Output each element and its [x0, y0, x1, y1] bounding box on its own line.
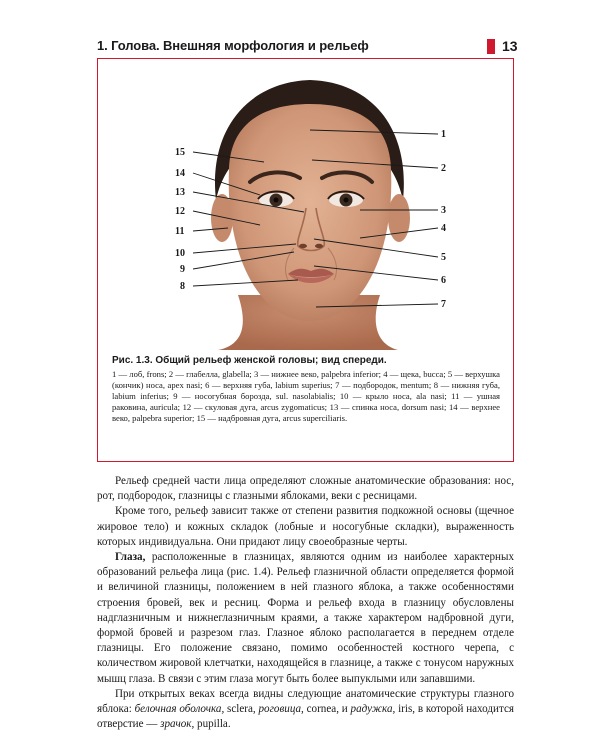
page-number: 13 — [502, 38, 518, 54]
figure-caption — [112, 355, 500, 424]
label-5: 5 — [441, 252, 446, 263]
term-cornea: роговица, — [258, 703, 304, 716]
face-figure — [98, 60, 513, 350]
label-9: 9 — [180, 264, 185, 275]
paragraph-4-part-b: sclera, — [224, 703, 259, 716]
label-7: 7 — [441, 299, 446, 310]
paragraph-4-part-c: cornea, и — [303, 703, 351, 716]
label-6: 6 — [441, 275, 446, 286]
caption-legend: 1 — лоб, frons; 2 — глабелла, glabella; 3 — нижнее веко, palpebra inferior; 4 — щека, bucca; 5 — верхушка (кончик) носа, apex nasi; 6 — верхняя губа, labium superius; 7 — подбородок, mentum; 8 — нижняя губа, labium inferius; 9 — носогубная борозда, sul. nasolabialis; 10 — крыло носа, ala nasi; 11 — ушная раковина, auricula; 12 — скуловая дуга, arcus zygomaticus; 13 — спинка носа, dorsum nasi; 14 — верхнее веко, palpebra superior; 15 — надбровная дуга, arcus superciliaris. — [112, 369, 500, 423]
paragraph-3-lead: Глаза, — [115, 551, 146, 564]
label-13: 13 — [175, 187, 185, 198]
label-12: 12 — [175, 206, 185, 217]
label-3: 3 — [441, 205, 446, 216]
caption-title: Рис. 1.3. Общий рельеф женской головы; вид спереди. — [112, 355, 387, 366]
paragraph-3 — [97, 550, 514, 687]
term-sclera: белочная оболочка, — [134, 703, 225, 716]
paragraph-1: Рельеф средней части лица определяют сложные анатомические образования: нос, рот, подбородок, глазницы с глазными яблоками, веки с ресницами. — [97, 475, 514, 503]
term-iris: радужка, — [350, 703, 396, 716]
paragraph-2: Кроме того, рельеф зависит также от степени развития подкожной основы (щечное жировое тело) и кожных складок (лобные и носогубные складки), выраженность которых индивидуальна. Они придают лицу своеобразные черты. — [97, 505, 514, 548]
label-1: 1 — [441, 129, 446, 140]
face — [229, 104, 392, 321]
paragraph-4-part-a: При открытых веках всегда видны следующие анатомические структуры глазного яблока: — [97, 687, 514, 716]
label-10: 10 — [175, 248, 185, 259]
figure-frame-bottom — [97, 461, 514, 462]
term-pupilla: зрачок, — [160, 718, 195, 731]
chapter-color-marker — [487, 39, 495, 54]
face-illustration — [98, 60, 513, 350]
paragraph-3-text: расположенные в глазницах, являются одним из наиболее характерных образований рельефа лица (рис. 1.4). Рельеф глазничной области определяется формой и величиной глазницы, положением в ней глазного яблока, а также особенностями строения бровей, век и ресниц. Форма и рельеф входа в глазницу обусловлены надглазничным и нижнеглазничным краями, а также характером надбровной дуги, формой бровей и разрезом глаз. Глазное яблоко располагается в переднем отделе глазницы. Его положение связано, помимо особенностей костного черепа, с количеством жировой клетчатки, находящейся в глазнице, а также с тонусом наружных мышц глаза. В связи с этим глаза могут быть более выпуклыми или запавшими. — [97, 551, 514, 685]
running-header — [97, 38, 527, 58]
figure-frame-top — [97, 58, 514, 59]
label-14: 14 — [175, 168, 185, 179]
paragraph-4 — [97, 687, 514, 733]
label-15: 15 — [175, 147, 185, 158]
paragraph-4-part-d: iris, в которой находится отверстие — — [97, 703, 514, 731]
label-4: 4 — [441, 223, 446, 234]
body-text — [97, 474, 514, 732]
label-11: 11 — [175, 226, 185, 237]
figure-frame-right — [513, 58, 514, 461]
label-8: 8 — [180, 281, 185, 292]
right-ear — [388, 194, 410, 242]
paragraph-4-part-e: pupilla. — [194, 718, 231, 731]
label-2: 2 — [441, 163, 446, 174]
chapter-title: 1. Голова. Внешняя морфология и рельеф — [97, 38, 369, 53]
